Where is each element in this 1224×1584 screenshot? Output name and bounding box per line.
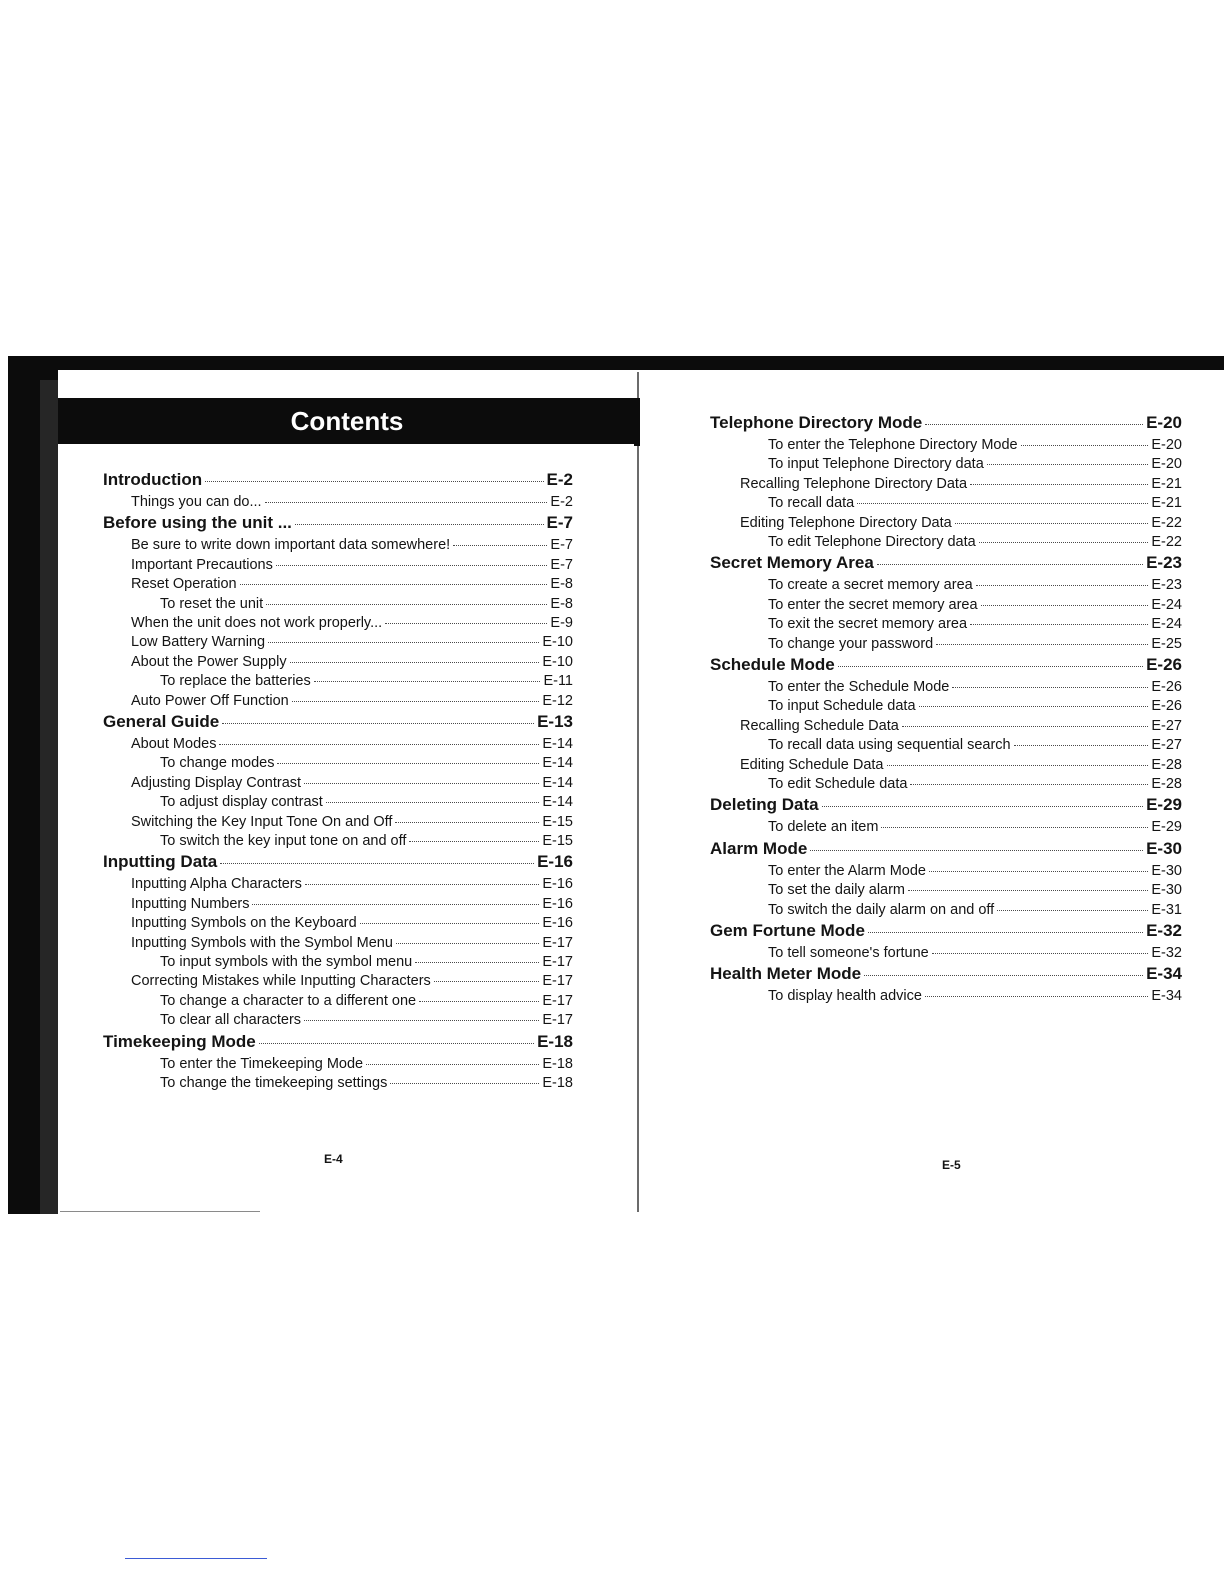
toc-entry [160,1075,573,1091]
toc-entry-page: E-16 [542,876,573,893]
toc-entry-page: E-21 [1151,475,1182,492]
toc-entry-title: Gem Fortune Mode [710,921,865,940]
toc-entry-page: E-16 [542,915,573,932]
toc-entry-page: E-10 [542,653,573,670]
toc-entry-title: To input symbols with the symbol menu [160,954,413,970]
dot-leader [419,1001,539,1002]
toc-entry-title: Switching the Key Input Tone On and Off [131,813,393,830]
dot-leader [265,502,548,503]
footer-line [125,1558,267,1559]
toc-entry [131,876,573,892]
toc-entry [160,1012,573,1028]
dot-leader [390,1083,539,1084]
toc-entry-page: E-17 [542,954,573,970]
toc-entry-page: E-16 [537,852,573,872]
left-page-number: E-4 [324,1152,343,1166]
dot-leader [292,701,540,702]
toc-entry-page: E-17 [542,1012,573,1029]
left-scan-shadow [40,380,58,1214]
toc-section-entry [103,852,573,872]
dot-leader [360,923,540,924]
dot-leader [266,604,547,605]
toc-entry-page: E-18 [542,1075,573,1091]
toc-entry-page: E-20 [1151,456,1182,473]
toc-entry [768,737,1182,753]
dot-leader [857,503,1148,504]
toc-entry [131,973,573,989]
dot-leader [314,681,541,682]
toc-entry [768,863,1182,879]
dot-leader [409,841,539,842]
toc-entry-title: About the Power Supply [131,653,287,670]
toc-entry [768,456,1182,472]
dot-leader [925,424,1143,425]
dot-leader [434,981,540,982]
toc-entry-page: E-23 [1146,553,1182,573]
dot-leader [919,706,1149,707]
toc-entry-title: To enter the Telephone Directory Mode [768,437,1018,453]
dot-leader [304,1020,539,1021]
dot-leader [936,644,1148,645]
toc-entry-page: E-22 [1151,534,1182,550]
toc-entry [740,718,1182,734]
toc-entry [160,954,573,970]
dot-leader [877,564,1143,565]
toc-entry-title: Editing Schedule Data [740,756,884,773]
toc-entry-title: Inputting Alpha Characters [131,876,302,893]
toc-entry [131,915,573,931]
toc-section-entry [103,712,573,732]
dot-leader [290,662,540,663]
toc-entry-title: To reset the unit [160,595,264,612]
dot-leader [868,932,1143,933]
toc-entry-title: Important Precautions [131,556,273,573]
toc-entry [768,945,1182,961]
dot-leader [925,996,1148,997]
toc-entry-title: To input Telephone Directory data [768,456,984,473]
toc-entry-page: E-14 [542,774,573,791]
toc-entry-page: E-21 [1151,495,1182,512]
toc-entry [768,902,1182,918]
toc-entry [131,736,573,752]
toc-entry-page: E-28 [1151,776,1182,792]
toc-entry [768,679,1182,695]
toc-entry [768,597,1182,613]
toc-entry-title: Adjusting Display Contrast [131,774,302,791]
toc-entry-title: Health Meter Mode [710,964,862,984]
toc-entry-title: Inputting Symbols on the Keyboard [131,915,357,932]
dot-leader [240,584,548,585]
toc-entry-page: E-34 [1146,964,1182,984]
toc-entry-page: E-29 [1151,819,1182,836]
dot-leader [822,806,1143,807]
toc-entry-title: Reset Operation [131,576,237,593]
dot-leader [979,542,1149,543]
toc-entry-page: E-9 [550,615,573,631]
toc-entry-page: E-29 [1146,795,1182,815]
toc-entry-title: Introduction [103,470,203,489]
dot-leader [1021,445,1149,446]
toc-entry [740,476,1182,492]
toc-entry-page: E-15 [542,813,573,830]
toc-entry-title: To clear all characters [160,1012,302,1029]
toc-section-entry [710,839,1182,859]
toc-entry-title: Recalling Telephone Directory Data [740,475,968,492]
dot-leader [932,953,1149,954]
toc-entry [768,616,1182,632]
toc-entry-title: Schedule Mode [710,655,835,674]
toc-entry [160,755,573,771]
toc-entry [768,577,1182,593]
toc-section-entry [710,921,1182,941]
toc-entry-title: To replace the batteries [160,673,311,690]
dot-leader [276,565,548,566]
toc-entry [131,814,573,830]
toc-entry [768,819,1182,835]
toc-entry [768,495,1182,511]
toc-entry-title: Low Battery Warning [131,634,266,651]
toc-entry-title: Editing Telephone Directory Data [740,514,952,531]
toc-entry-page: E-17 [542,934,573,951]
toc-entry-page: E-8 [550,576,573,593]
toc-entry [131,896,573,912]
toc-entry-title: Things you can do... [131,494,262,510]
dot-leader [970,484,1148,485]
toc-entry-page: E-2 [550,494,573,510]
toc-entry [131,693,573,709]
toc-entry-title: To change a character to a different one [160,992,417,1009]
toc-entry-page: E-26 [1151,679,1182,695]
dot-leader [1014,745,1149,746]
dot-leader [385,623,547,624]
toc-entry-page: E-15 [542,833,573,849]
toc-entry-title: To change the timekeeping settings [160,1075,388,1091]
toc-entry-page: E-22 [1151,514,1182,531]
dot-leader [908,890,1148,891]
dot-leader [929,871,1148,872]
toc-entry-title: To enter the Schedule Mode [768,679,950,695]
page-spine [637,372,639,1212]
dot-leader [902,726,1149,727]
toc-entry [160,993,573,1009]
toc-entry-title: To enter the Alarm Mode [768,862,926,879]
toc-entry-page: E-20 [1151,437,1182,453]
toc-entry [131,557,573,573]
toc-entry-title: About Modes [131,736,217,752]
toc-entry [131,935,573,951]
toc-entry-page: E-16 [542,895,573,912]
toc-entry-page: E-11 [543,673,573,690]
toc-entry-title: General Guide [103,712,220,731]
toc-section-entry [710,655,1182,675]
dot-leader [952,687,1148,688]
toc-entry-page: E-18 [542,1055,573,1072]
toc-entry-title: Before using the unit ... [103,513,292,533]
dot-leader [277,763,539,764]
toc-entry-page: E-27 [1151,717,1182,734]
toc-entry-page: E-27 [1151,737,1182,754]
dot-leader [997,910,1148,911]
toc-entry-page: E-2 [546,470,573,489]
toc-entry [768,988,1182,1004]
toc-entry [768,534,1182,550]
toc-section-entry [103,1032,573,1052]
toc-entry-page: E-23 [1151,577,1182,594]
toc-entry-title: To create a secret memory area [768,577,973,594]
toc-entry-page: E-17 [542,992,573,1009]
toc-entry-title: When the unit does not work properly... [131,615,383,631]
toc-entry [160,1056,573,1072]
dot-leader [864,975,1143,976]
toc-section-entry [710,795,1182,815]
dot-leader [396,943,539,944]
toc-entry [768,776,1182,792]
dot-leader [415,962,539,963]
toc-entry-page: E-26 [1151,698,1182,715]
toc-entry [160,794,573,810]
toc-entry-title: Inputting Data [103,852,218,872]
toc-entry-title: To switch the daily alarm on and off [768,901,995,918]
dot-leader [970,624,1148,625]
toc-entry [740,757,1182,773]
top-scan-border [8,356,1224,370]
toc-entry [131,494,573,510]
toc-entry [131,537,573,553]
dot-leader [295,524,544,525]
toc-entry-page: E-20 [1146,413,1182,432]
dot-leader [252,904,539,905]
toc-section-entry [710,553,1182,573]
toc-entry-page: E-12 [542,692,573,709]
toc-entry [740,515,1182,531]
contents-heading: Contents [58,398,636,444]
toc-entry-title: To tell someone's fortune [768,945,929,961]
toc-entry-title: Inputting Symbols with the Symbol Menu [131,934,393,951]
toc-section-entry [103,513,573,533]
toc-entry-page: E-7 [550,556,573,573]
toc-section-entry [103,470,573,490]
dot-leader [222,723,534,724]
toc-entry [768,636,1182,652]
toc-entry-page: E-32 [1146,921,1182,940]
toc-section-entry [710,964,1182,984]
toc-entry-page: E-10 [542,634,573,651]
toc-entry-title: Be sure to write down important data somewhere! [131,537,451,554]
toc-entry-page: E-25 [1151,635,1182,652]
toc-entry [131,775,573,791]
toc-entry-title: To edit Telephone Directory data [768,534,976,550]
toc-entry-page: E-13 [537,712,573,731]
toc-entry-title: Secret Memory Area [710,553,874,573]
toc-entry-title: To exit the secret memory area [768,616,968,633]
dot-leader [981,605,1149,606]
toc-entry-page: E-8 [550,595,573,612]
toc-entry-title: Correcting Mistakes while Inputting Characters [131,973,431,990]
toc-entry-title: To change your password [768,635,934,652]
toc-entry-page: E-18 [537,1031,573,1051]
toc-entry [160,673,573,689]
toc-entry [131,615,573,631]
dot-leader [366,1064,539,1065]
toc-entry-page: E-14 [542,755,573,772]
toc-entry-title: To edit Schedule data [768,776,908,792]
toc-entry-page: E-30 [1146,838,1182,858]
toc-entry-title: To set the daily alarm [768,882,906,899]
toc-entry-page: E-30 [1151,862,1182,879]
bottom-edge-line [60,1211,260,1212]
toc-entry-title: To adjust display contrast [160,794,323,811]
toc-entry [160,596,573,612]
toc-entry [160,833,573,849]
toc-entry-title: Inputting Numbers [131,895,250,912]
toc-entry-page: E-34 [1151,988,1182,1005]
dot-leader [205,481,543,482]
right-page-number: E-5 [942,1158,961,1172]
toc-entry [768,882,1182,898]
dot-leader [881,827,1148,828]
dot-leader [268,642,539,643]
dot-leader [304,783,539,784]
toc-entry [131,576,573,592]
toc-entry-title: To input Schedule data [768,698,916,715]
toc-entry-title: Telephone Directory Mode [710,413,923,432]
dot-leader [887,765,1149,766]
dot-leader [910,784,1148,785]
dot-leader [326,802,540,803]
dot-leader [220,863,534,864]
toc-entry-title: To switch the key input tone on and off [160,833,407,849]
toc-entry-page: E-7 [546,513,573,533]
dot-leader [810,850,1143,851]
toc-entry-page: E-24 [1151,616,1182,633]
dot-leader [259,1043,534,1044]
toc-section-entry [710,413,1182,433]
toc-entry-title: Recalling Schedule Data [740,717,899,734]
dot-leader [987,464,1149,465]
toc-entry [768,698,1182,714]
toc-entry-title: To enter the Timekeeping Mode [160,1055,364,1072]
toc-entry-page: E-14 [542,794,573,811]
toc-entry-page: E-28 [1151,756,1182,773]
toc-entry-title: To display health advice [768,988,922,1005]
dot-leader [976,585,1149,586]
toc-entry [131,634,573,650]
toc-entry-page: E-30 [1151,882,1182,899]
dot-leader [838,666,1143,667]
dot-leader [395,822,539,823]
toc-entry-title: Auto Power Off Function [131,692,289,709]
toc-entry-page: E-26 [1146,655,1182,674]
toc-entry-title: Alarm Mode [710,838,808,858]
toc-entry-page: E-31 [1151,901,1182,918]
dot-leader [453,545,547,546]
toc-entry-title: To recall data [768,495,855,512]
toc-entry-title: Timekeeping Mode [103,1031,256,1051]
toc-entry-page: E-7 [550,537,573,554]
toc-entry [131,654,573,670]
toc-entry-page: E-24 [1151,596,1182,613]
dot-leader [305,884,539,885]
toc-entry-title: To enter the secret memory area [768,596,978,613]
toc-entry [768,437,1182,453]
dot-leader [219,744,539,745]
toc-entry-page: E-14 [542,736,573,752]
toc-entry-title: To delete an item [768,819,879,836]
toc-entry-page: E-32 [1151,945,1182,961]
toc-entry-title: To change modes [160,755,275,772]
dot-leader [955,523,1149,524]
toc-entry-title: Deleting Data [710,795,819,815]
toc-entry-page: E-17 [542,973,573,990]
toc-entry-title: To recall data using sequential search [768,737,1011,754]
